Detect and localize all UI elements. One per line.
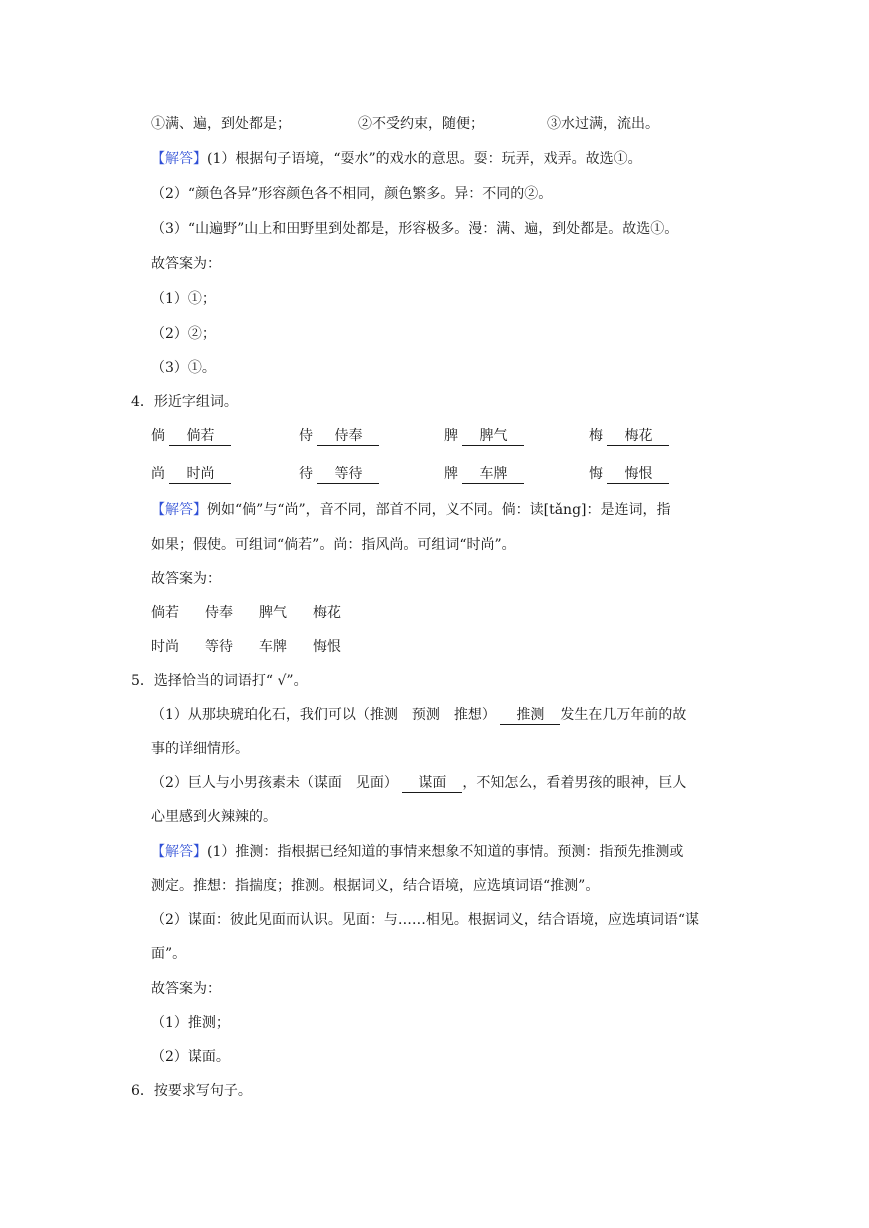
q4-answer-blank: 车牌 (462, 465, 524, 484)
q5-sentence-1-cont: 事的详细情形。 (151, 741, 249, 757)
q4-answer-blank: 梅花 (607, 427, 669, 446)
q5-sentence-2-cont: 心里感到火辣辣的。 (151, 809, 277, 825)
q4-char: 悔 (589, 466, 603, 482)
q4-answer-blank: 悔恨 (607, 465, 669, 484)
q4-answer-word: 等待 (205, 639, 233, 655)
q4-answer-word: 侍奉 (205, 605, 233, 621)
q3-summary: 故答案为： (151, 256, 221, 272)
q5-summary: 故答案为： (151, 981, 221, 997)
question-4-title: 4．形近字组词。 (131, 394, 238, 410)
option-2: ②不受约束，随便； (358, 116, 484, 132)
answer-tag: 【解答】 (151, 502, 207, 518)
q4-answer-blank: 时尚 (169, 465, 231, 484)
q4-item (299, 464, 379, 484)
option-1: ①满、遍，到处都是； (151, 116, 291, 132)
q4-item (444, 426, 524, 446)
q4-answer-blank: 倘若 (169, 427, 231, 446)
q4-char: 待 (299, 466, 313, 482)
q5-sentence-2 (151, 773, 686, 793)
q4-item (589, 426, 669, 446)
q4-answer-word: 脾气 (259, 605, 287, 621)
q4-answer-blank: 等待 (317, 465, 379, 484)
q4-char: 脾 (444, 428, 458, 444)
q3-explanation-line-2: （2）“颜色各异”形容颜色各不相同，颜色繁多。异：不同的②。 (151, 186, 553, 202)
q5-s2-post: ，不知怎么，看着男孩的眼神，巨人 (462, 775, 687, 791)
option-3: ③水过满，流出。 (547, 116, 659, 132)
q5-answer-1: （1）推测； (151, 1015, 230, 1031)
q5-explanation-text-1: (1）推测：指根据已经知道的事情来想象不知道的事情。预测：指预先推测或 (207, 844, 684, 860)
q5-s2-blank: 谋面 (402, 774, 462, 793)
q3-explanation-line-3: （3）“山遍野”山上和田野里到处都是，形容极多。漫：满、遍，到处都是。故选①。 (151, 221, 679, 237)
q4-explanation-line-1 (151, 500, 671, 520)
q4-item (151, 426, 231, 446)
q4-answer-word: 悔恨 (313, 639, 341, 655)
q4-char: 梅 (589, 428, 603, 444)
q4-item (444, 464, 524, 484)
question-5-title: 5．选择恰当的词语打“ √”。 (131, 673, 308, 689)
q5-s1-pre: （1）从那块琥珀化石，我们可以（推测 预测 推想） (151, 707, 496, 723)
q4-answer-word: 梅花 (313, 605, 341, 621)
q4-answer-word: 时尚 (151, 639, 179, 655)
q3-explanation-text-1: (1）根据句子语境，“耍水”的戏水的意思。耍：玩弄，戏弄。故选①。 (207, 151, 642, 167)
q4-answer-blank: 脾气 (462, 427, 524, 446)
q5-sentence-1 (151, 705, 686, 725)
answer-tag: 【解答】 (151, 151, 207, 167)
q5-s1-post: 发生在几万年前的故 (560, 707, 687, 723)
q5-explanation-line-4: 面”。 (151, 946, 187, 962)
q4-char: 侍 (299, 428, 313, 444)
q3-explanation-line-1 (151, 149, 642, 169)
q5-answer-2: （2）谋面。 (151, 1049, 230, 1065)
q3-answer-1: （1）①； (151, 291, 216, 307)
q4-item (589, 464, 669, 484)
q4-char: 尚 (151, 466, 165, 482)
q4-item (151, 464, 231, 484)
q4-answer-word: 车牌 (259, 639, 287, 655)
q3-answer-2: （2）②； (151, 326, 216, 342)
q5-explanation-line-2: 测定。推想：指揣度；推测。根据词义，结合语境，应选填词语“推测”。 (151, 878, 600, 894)
question-6-title: 6．按要求写句子。 (131, 1083, 252, 1099)
q4-answer-word: 倘若 (151, 605, 179, 621)
q4-char: 牌 (444, 466, 458, 482)
q4-summary: 故答案为： (151, 571, 221, 587)
q5-s1-blank: 推测 (500, 706, 560, 725)
q4-explanation-text-1: 例如“倘”与“尚”，音不同，部首不同，义不同。倘：读[tǎng]：是连词，指 (207, 502, 671, 518)
q4-answer-blank: 侍奉 (317, 427, 379, 446)
q5-explanation-line-1 (151, 842, 683, 862)
q4-item (299, 426, 379, 446)
q4-char: 倘 (151, 428, 165, 444)
q5-explanation-line-3: （2）谋面：彼此见面而认识。见面：与……相见。根据词义，结合语境，应选填词语“谋 (151, 912, 700, 928)
q4-explanation-line-2: 如果；假使。可组词“倘若”。尚：指风尚。可组词“时尚”。 (151, 537, 516, 553)
q3-answer-3: （3）①。 (151, 360, 216, 376)
answer-tag: 【解答】 (151, 844, 207, 860)
q5-s2-pre: （2）巨人与小男孩素未（谋面 见面） (151, 775, 398, 791)
